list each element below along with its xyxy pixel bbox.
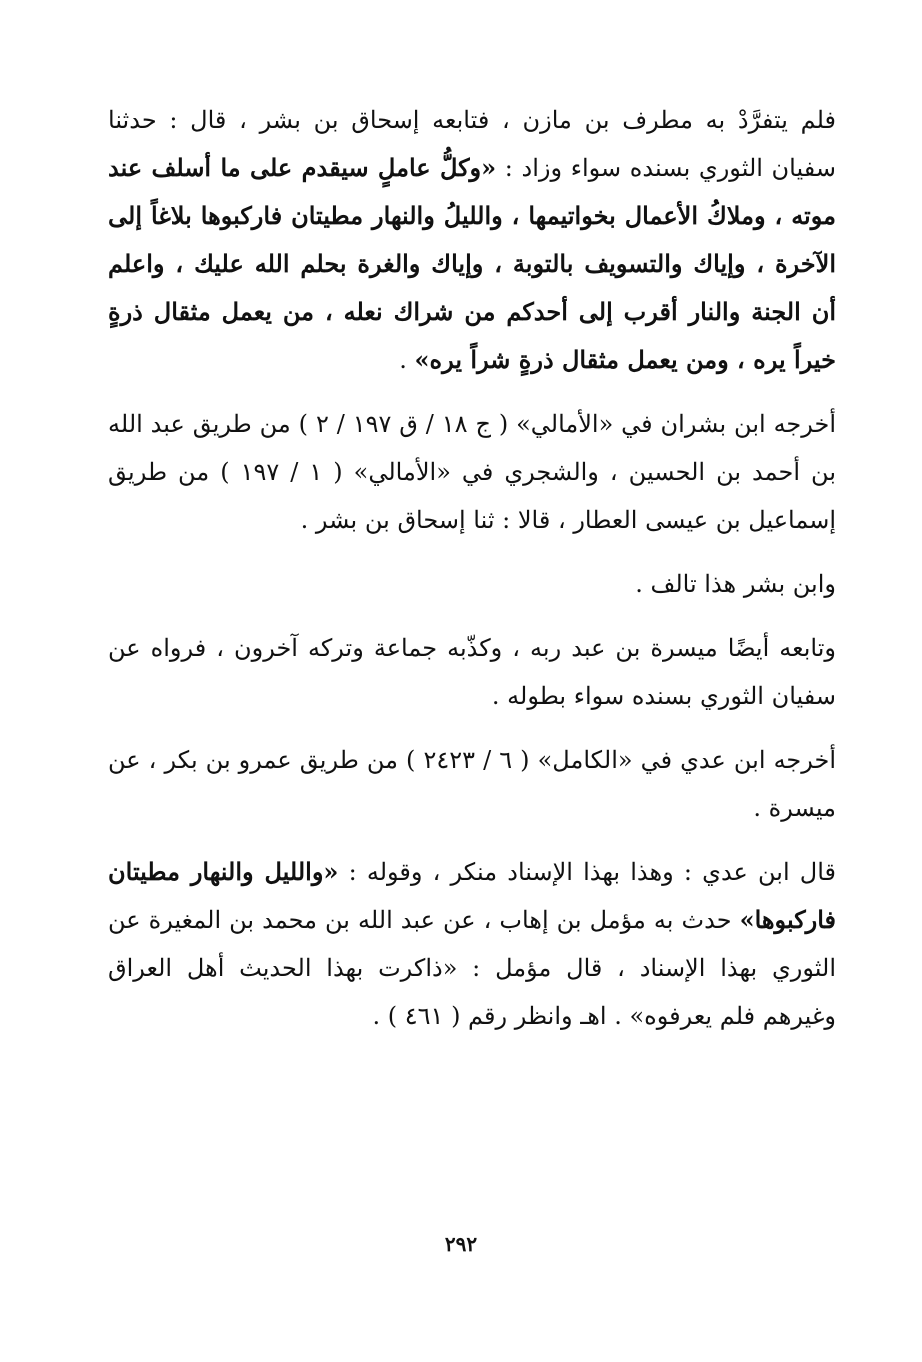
bold-text-segment: «وكلُّ عاملٍ سيقدم على ما أسلف عند موته ، وملاكُ الأعمال بخواتيمها ، والليلُ والنهار مطيتان فاركبوها بلاغاً إلى الآخرة ، وإياك والتسويف بالتوبة ، وإياك والغرة بحلم الله عليك ، واعلم أن الجنة والنار أقرب إلى أحدكم من شراك نعله ، من يعمل مثقال ذرةٍ خيراً يره ، ومن يعمل مثقال ذرةٍ شراً يره»: [108, 153, 836, 374]
paragraph: [108, 624, 836, 720]
page-number: ٢٩٢: [444, 1232, 478, 1256]
text-segment: وابن بشر هذا تالف .: [635, 570, 836, 598]
paragraph: [108, 560, 836, 608]
text-segment: فلم يتفرَّدْ به مطرف بن مازن ، فتابعه إسحاق بن بشر ، قال : حدثنا سفيان الثوري بسنده سواء وزاد :: [108, 106, 836, 182]
document-body: [108, 96, 836, 1040]
text-segment: وتابعه أيضًا ميسرة بن عبد ربه ، وكذّبه جماعة وتركه آخرون ، فرواه عن سفيان الثوري بسنده سواء بطوله .: [108, 634, 836, 710]
paragraph: [108, 848, 836, 1040]
text-segment: .: [399, 346, 415, 374]
text-segment: أخرجه ابن بشران في «الأمالي» ( ج ١٨ / ق ١٩٧ / ٢ ) من طريق عبد الله بن أحمد بن الحسين ، والشجري في «الأمالي» ( ١ / ١٩٧ ) من طريق إسماعيل بن عيسى العطار ، قالا : ثنا إسحاق بن بشر .: [108, 410, 837, 534]
text-segment: أخرجه ابن عدي في «الكامل» ( ٦ / ٢٤٢٣ ) من طريق عمرو بن بكر ، عن ميسرة .: [108, 746, 837, 822]
paragraph: [108, 736, 836, 832]
text-segment: حدث به مؤمل بن إهاب ، عن عبد الله بن محمد بن المغيرة عن الثوري بهذا الإسناد ، قال مؤمل : «ذاكرت بهذا الحديث أهل العراق وغيرهم فلم يعرفوه» . اهـ وانظر رقم ( ٤٦١ ) .: [108, 906, 836, 1030]
paragraph: [108, 400, 836, 544]
bold-text-segment: «والليل والنهار مطيتان فاركبوها»: [108, 857, 836, 934]
text-segment: قال ابن عدي : وهذا بهذا الإسناد منكر ، وقوله :: [338, 858, 837, 886]
paragraph: [108, 96, 836, 384]
